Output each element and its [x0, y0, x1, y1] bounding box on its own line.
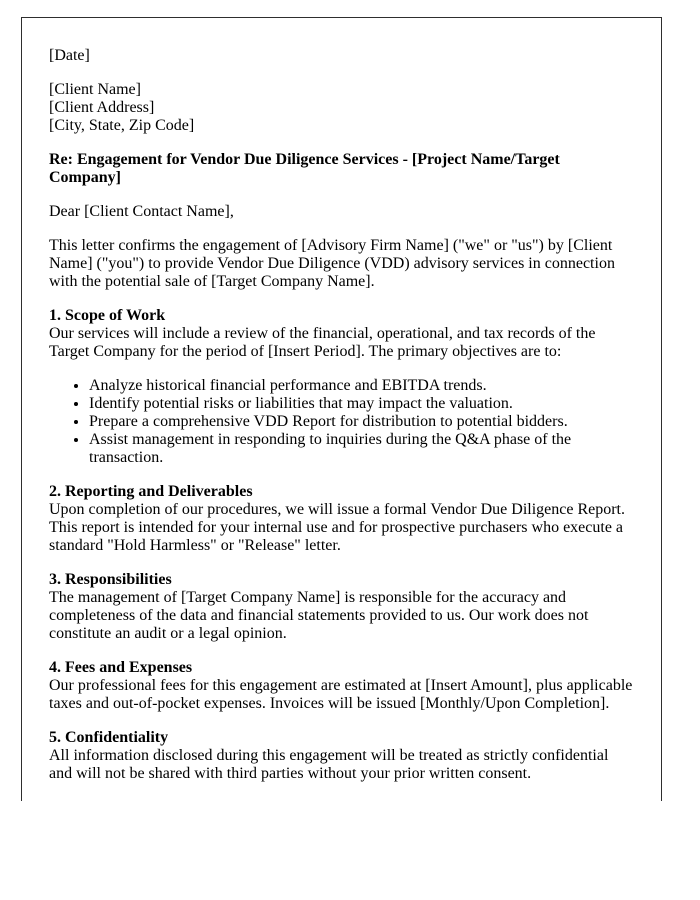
bullet-item-analyze: • Analyze historical financial performance and EBITDA trends. [89, 377, 634, 395]
section-heading-fees-expenses: 4. Fees and Expenses [49, 659, 193, 676]
section-responsibilities [49, 571, 634, 643]
section-heading-reporting-deliverables: 2. Reporting and Deliverables [49, 483, 253, 500]
section-fees-expenses [49, 659, 634, 713]
section-heading-scope-of-work: 1. Scope of Work [49, 307, 166, 324]
section-body-confidentiality: All information disclosed during this engagement will be treated as strictly confidential and will not be shared with third parties without your prior written consent. [49, 747, 609, 782]
recipient-address-block [49, 81, 634, 135]
section-body-fees-expenses: Our professional fees for this engagement are estimated at [Insert Amount], plus applicable taxes and out-of-pocket expenses. Invoices will be issued [Monthly/Upon Completion]. [49, 677, 633, 712]
letter-frame [21, 17, 662, 801]
recipient-city-state-zip: [City, State, Zip Code] [49, 117, 195, 134]
subject-line: Re: Engagement for Vendor Due Diligence Services - [Project Name/Target Company] [49, 151, 560, 186]
date-line: [Date] [49, 47, 90, 64]
section-confidentiality [49, 729, 634, 783]
section-heading-responsibilities: 3. Responsibilities [49, 571, 172, 588]
bullet-item-identify: • Identify potential risks or liabilities that may impact the valuation. [89, 395, 634, 413]
bullet-item-assist: • Assist management in responding to inquiries during the Q&A phase of the transaction. [89, 431, 634, 467]
salutation: Dear [Client Contact Name], [49, 203, 234, 220]
recipient-address: [Client Address] [49, 99, 155, 116]
bullet-item-prepare: • Prepare a comprehensive VDD Report for distribution to potential bidders. [89, 413, 634, 431]
section-body-scope-of-work: Our services will include a review of the financial, operational, and tax records of the Target Company for the period of [Insert Period]. The primary objectives are to: [49, 325, 596, 360]
intro-paragraph: This letter confirms the engagement of [Advisory Firm Name] ("we" or "us") by [Client Name] ("you") to provide Vendor Due Diligence (VDD) advisory services in connection with the potential sale of [Target Company Name]. [49, 237, 615, 290]
scope-bullet-list [49, 377, 634, 467]
section-body-responsibilities: The management of [Target Company Name] is responsible for the accuracy and completeness of the data and financial statements provided to us. Our work does not constitute an audit or a legal opinion. [49, 589, 589, 642]
section-heading-confidentiality: 5. Confidentiality [49, 729, 169, 746]
section-body-reporting-deliverables: Upon completion of our procedures, we will issue a formal Vendor Due Diligence Report. This report is intended for your internal use and for prospective purchasers who execute a standard "Hold Harmless" or "Release" letter. [49, 501, 625, 554]
section-scope-of-work [49, 307, 634, 361]
section-reporting-deliverables [49, 483, 634, 555]
recipient-name: [Client Name] [49, 81, 141, 98]
